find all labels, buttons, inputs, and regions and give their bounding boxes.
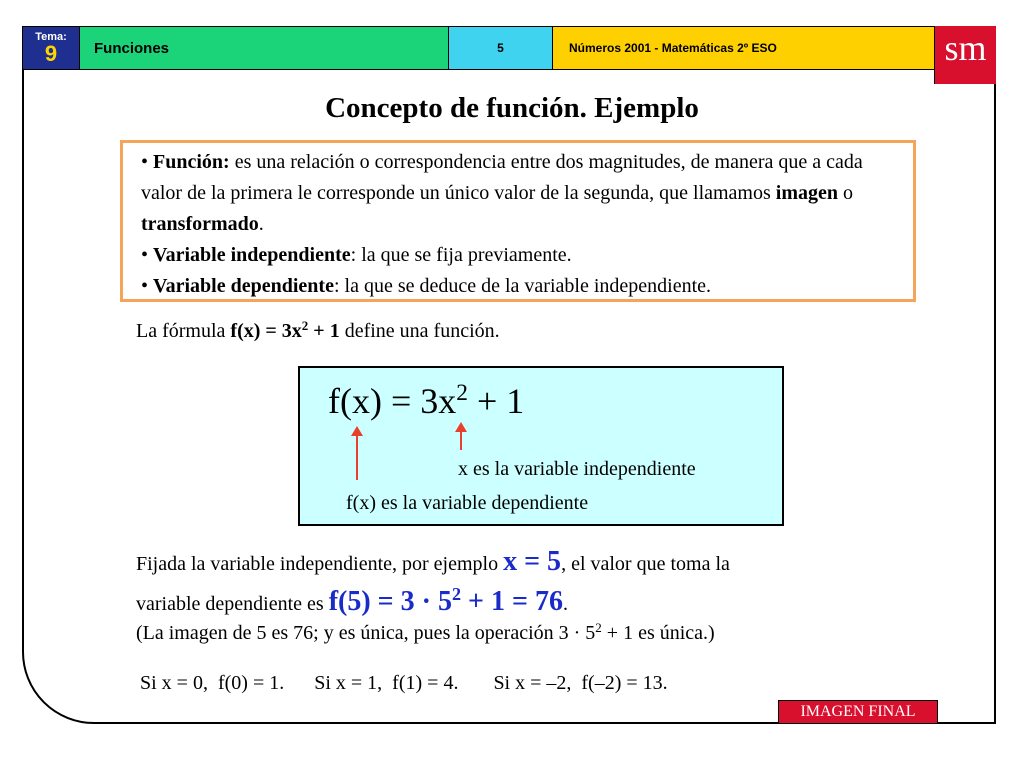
section-title: Funciones — [80, 26, 448, 70]
definition-independiente: • Variable independiente: la que se fija previamente. — [141, 244, 572, 266]
formula-intro-before: La fórmula — [136, 320, 231, 342]
f5-a: f(5) = 3 · 5 — [328, 586, 452, 617]
dep-term: Variable dependiente — [153, 275, 334, 297]
dep-label: f(x) es la variable dependiente — [346, 492, 589, 514]
formula-intro-a: f(x) = 3x — [230, 320, 302, 342]
indep-text: : la que se fija previamente. — [350, 244, 572, 266]
funcion-period: . — [258, 213, 264, 235]
definition-funcion: • Función: es una relación o correspondencia entre dos magnitudes, de manera que a cada valor de la primera le corresponde un único valor de la segunda, que llamamos imagen o transformado. — [141, 151, 863, 235]
indep-label: x es la variable independiente — [458, 458, 696, 480]
imagen-final-button[interactable]: IMAGEN FINAL — [778, 700, 938, 724]
sm-logo: sm — [934, 26, 996, 84]
formula-intro-b: + 1 — [308, 320, 340, 342]
examples-line: Si x = 0, f(0) = 1. Si x = 1, f(1) = 4. Si x = –2, f(–2) = 13. — [140, 672, 668, 694]
funcion-text: es una relación o correspondencia entre dos magnitudes, de manera que a cada valor de la primera le corresponde un único valor de la segunda, que llamamos — [141, 151, 863, 204]
example-line3-exp: 2 — [595, 619, 602, 635]
example-line1-b: , el valor que toma la — [561, 553, 730, 575]
book-title: Números 2001 - Matemáticas 2º ESO — [553, 26, 934, 70]
header-bar — [22, 26, 996, 70]
big-formula-exp: 2 — [456, 380, 468, 407]
example-line3-b: + 1 es única.) — [601, 622, 715, 644]
f5-exp: 2 — [451, 584, 462, 604]
tema-badge — [22, 26, 80, 70]
indep-term: Variable independiente — [153, 244, 351, 266]
page-number: 5 — [448, 26, 553, 70]
example-line-1 — [136, 546, 730, 578]
f5-b: + 1 = 76 — [461, 586, 563, 617]
imagen-term: imagen — [775, 182, 838, 204]
big-formula-a: f(x) = 3x — [328, 381, 457, 421]
big-formula-b: + 1 — [467, 381, 525, 421]
dep-text: : la que se deduce de la variable independiente. — [333, 275, 712, 297]
conjunction-o: o — [838, 182, 853, 204]
big-formula — [328, 380, 524, 422]
example-line2-b: . — [562, 593, 568, 615]
definition-box — [120, 140, 916, 302]
f5-result — [329, 586, 563, 617]
example-line2-a: variable dependiente es — [136, 593, 329, 615]
definition-dependiente: • Variable dependiente: la que se deduce de la variable independiente. — [141, 275, 712, 297]
x-value: x = 5 — [503, 546, 562, 577]
indep-arrow-icon — [460, 430, 462, 450]
funcion-term: Función: — [153, 151, 230, 173]
formula-intro-formula — [230, 317, 340, 342]
formula-intro-after: define una función. — [339, 320, 500, 342]
example-line1-a: Fijada la variable independiente, por ejemplo — [136, 553, 504, 575]
tema-number: 9 — [44, 40, 58, 66]
formula-intro — [136, 317, 500, 343]
example-line-2 — [136, 586, 568, 618]
dep-arrow-icon — [356, 434, 358, 480]
page-title: Concepto de función. Ejemplo — [325, 92, 699, 124]
example-line3-a: (La imagen de 5 es 76; y es única, pues la operación 3 · 5 — [136, 622, 596, 644]
formula-intro-exp: 2 — [301, 317, 309, 333]
example-line-3 — [136, 619, 715, 645]
tema-label: Tema: — [35, 30, 67, 43]
transformado-term: transformado — [141, 213, 259, 235]
formula-box — [298, 366, 784, 526]
